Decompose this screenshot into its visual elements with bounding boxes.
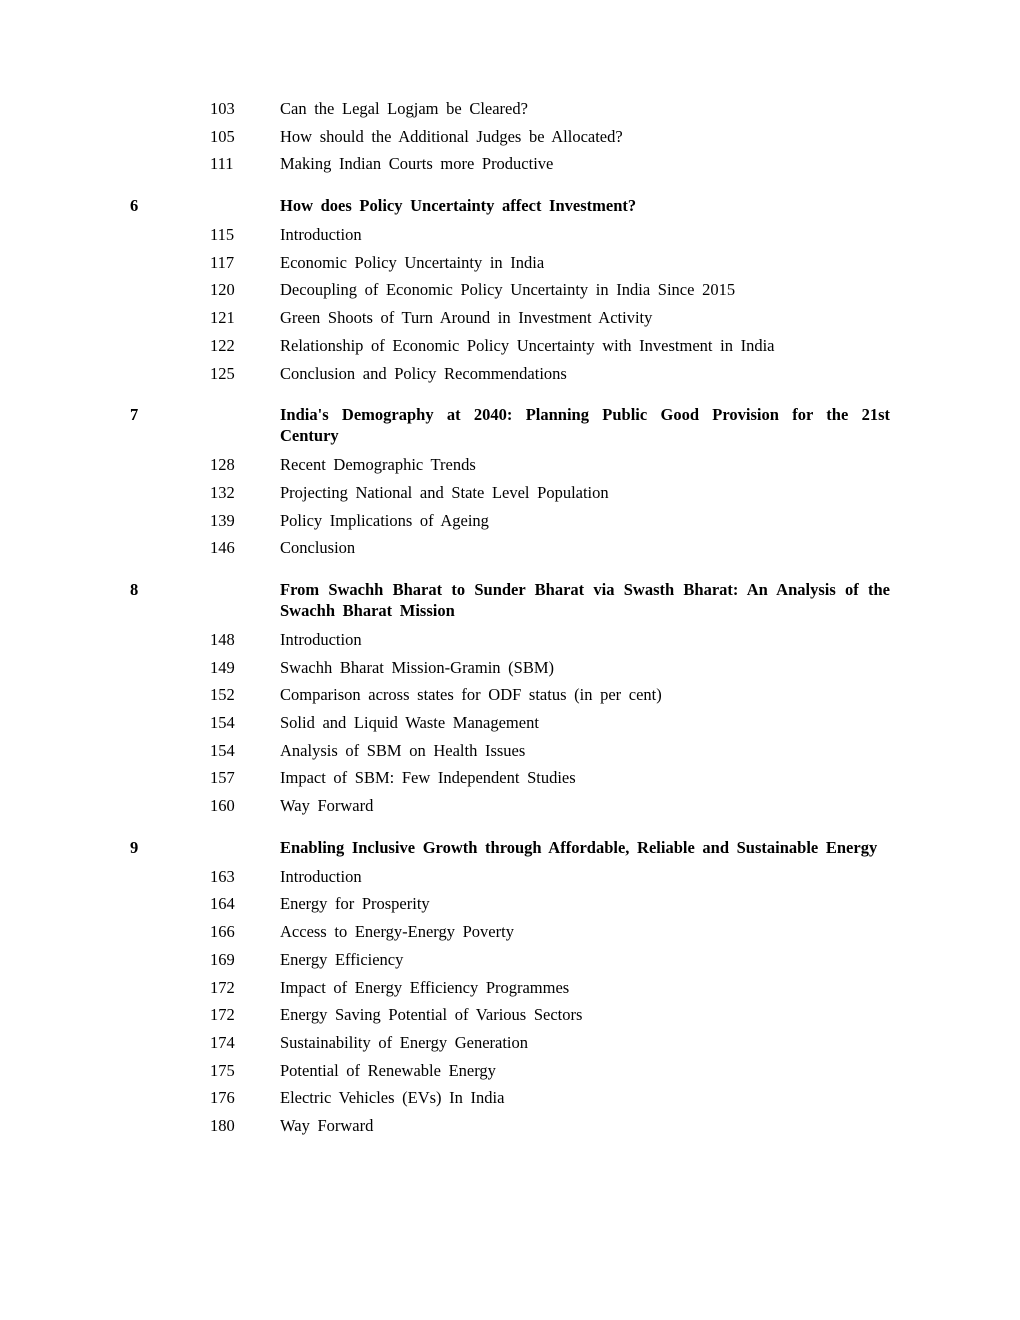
toc-entry <box>0 1113 1020 1141</box>
toc-entry <box>0 1058 1020 1086</box>
entry-page-number: 174 <box>210 1032 235 1052</box>
toc-entry <box>0 891 1020 919</box>
toc-entry <box>0 793 1020 821</box>
entry-page-number: 154 <box>210 740 235 760</box>
entry-title: Sustainability of Energy Generation <box>280 1032 529 1052</box>
toc-entry <box>0 1030 1020 1058</box>
entry-title: Decoupling of Economic Policy Uncertainty in India Since 2015 <box>280 280 736 300</box>
toc-entry <box>0 250 1020 278</box>
entry-page-number: 146 <box>210 538 235 558</box>
toc-entry <box>0 124 1020 152</box>
toc-entry <box>0 947 1020 975</box>
toc-entry <box>0 151 1020 179</box>
entry-title: Comparison across states for ODF status (in per cent) <box>280 685 662 705</box>
toc-entry <box>0 738 1020 766</box>
toc-entry <box>0 508 1020 536</box>
entry-page-number: 132 <box>210 482 235 502</box>
entry-page-number: 148 <box>210 629 235 649</box>
toc-entry <box>0 305 1020 333</box>
entry-page-number: 172 <box>210 1005 235 1025</box>
entry-title: Swachh Bharat Mission-Gramin (SBM) <box>280 657 555 677</box>
entry-page-number: 111 <box>210 154 234 174</box>
chapter-heading <box>0 577 1020 627</box>
chapter-number: 6 <box>130 196 139 216</box>
entry-title: Electric Vehicles (EVs) In India <box>280 1088 505 1108</box>
toc-entry <box>0 277 1020 305</box>
entry-title: Introduction <box>280 866 362 886</box>
entry-title: Energy Efficiency <box>280 949 404 969</box>
entry-title: Recent Demographic Trends <box>280 455 476 475</box>
entry-page-number: 172 <box>210 977 235 997</box>
entry-title: Can the Legal Logjam be Cleared? <box>280 99 528 118</box>
toc-entry <box>0 96 1020 124</box>
toc-entry <box>0 333 1020 361</box>
entry-page-number: 125 <box>210 363 235 383</box>
entry-title: Introduction <box>280 629 362 649</box>
toc-entry <box>0 765 1020 793</box>
toc-entry <box>0 627 1020 655</box>
entry-title: Impact of Energy Efficiency Programmes <box>280 977 570 997</box>
entry-title: Way Forward <box>280 1115 374 1135</box>
entry-page-number: 128 <box>210 455 235 475</box>
entry-title: Policy Implications of Ageing <box>280 510 489 530</box>
entry-page-number: 105 <box>210 126 235 146</box>
entry-title: Way Forward <box>280 796 374 816</box>
entry-title: Introduction <box>280 225 362 245</box>
entry-page-number: 139 <box>210 510 235 530</box>
toc-entry <box>0 535 1020 563</box>
toc-entry <box>0 864 1020 892</box>
entry-page-number: 122 <box>210 335 235 355</box>
entry-title: Green Shoots of Turn Around in Investment Activity <box>280 308 653 328</box>
toc-entry <box>0 710 1020 738</box>
entry-title: Solid and Liquid Waste Management <box>280 713 539 732</box>
entry-page-number: 103 <box>210 99 235 118</box>
chapter-heading <box>0 402 1020 452</box>
entry-title: Economic Policy Uncertainty in India <box>280 252 545 272</box>
entry-title: Making Indian Courts more Productive <box>280 154 554 174</box>
toc-entry <box>0 1085 1020 1113</box>
entry-page-number: 180 <box>210 1115 235 1135</box>
chapter-title: From Swachh Bharat to Sunder Bharat via Swasth Bharat: An Analysis of the Swachh Bharat Mission <box>280 579 890 620</box>
chapter-title: How does Policy Uncertainty affect Investment? <box>280 196 637 216</box>
entry-page-number: 166 <box>210 922 235 942</box>
toc-entry <box>0 1002 1020 1030</box>
toc-entry <box>0 452 1020 480</box>
entry-title: Conclusion <box>280 538 356 558</box>
toc-entry <box>0 655 1020 683</box>
toc-entry <box>0 361 1020 389</box>
entry-title: Analysis of SBM on Health Issues <box>280 740 526 760</box>
chapter-number: 9 <box>130 837 139 857</box>
entry-page-number: 154 <box>210 713 235 732</box>
entry-page-number: 163 <box>210 866 235 886</box>
toc-entry <box>0 480 1020 508</box>
entry-page-number: 157 <box>210 768 235 788</box>
chapter-title: Enabling Inclusive Growth through Affordable, Reliable and Sustainable Energy <box>280 837 878 857</box>
entry-page-number: 176 <box>210 1088 235 1108</box>
entry-title: Projecting National and State Level Population <box>280 482 609 502</box>
entry-title: Energy Saving Potential of Various Sectors <box>280 1005 583 1025</box>
entry-page-number: 121 <box>210 308 235 328</box>
entry-title: Relationship of Economic Policy Uncertainty with Investment in India <box>280 335 775 355</box>
chapter-number: 8 <box>130 579 139 599</box>
entry-page-number: 149 <box>210 657 235 677</box>
entry-title: Energy for Prosperity <box>280 894 430 914</box>
toc-entry <box>0 919 1020 947</box>
entry-title: Potential of Renewable Energy <box>280 1060 496 1080</box>
entry-page-number: 115 <box>210 225 235 245</box>
toc-entry <box>0 682 1020 710</box>
entry-title: How should the Additional Judges be Allocated? <box>280 126 623 146</box>
entry-title: Access to Energy-Energy Poverty <box>280 922 514 942</box>
entry-page-number: 152 <box>210 685 235 705</box>
entry-page-number: 117 <box>210 252 235 272</box>
chapter-title: India's Demography at 2040: Planning Public Good Provision for the 21st Century <box>280 405 890 446</box>
chapter-number: 7 <box>130 405 139 425</box>
toc-entry <box>0 975 1020 1003</box>
entry-page-number: 160 <box>210 796 235 816</box>
chapter-heading <box>0 193 1020 222</box>
chapter-heading <box>0 835 1020 864</box>
entry-title: Conclusion and Policy Recommendations <box>280 363 567 383</box>
toc-entry <box>0 222 1020 250</box>
entry-page-number: 120 <box>210 280 235 300</box>
entry-page-number: 169 <box>210 949 235 969</box>
table-of-contents <box>0 96 1020 1141</box>
entry-page-number: 164 <box>210 894 235 914</box>
entry-title: Impact of SBM: Few Independent Studies <box>280 768 576 788</box>
entry-page-number: 175 <box>210 1060 235 1080</box>
